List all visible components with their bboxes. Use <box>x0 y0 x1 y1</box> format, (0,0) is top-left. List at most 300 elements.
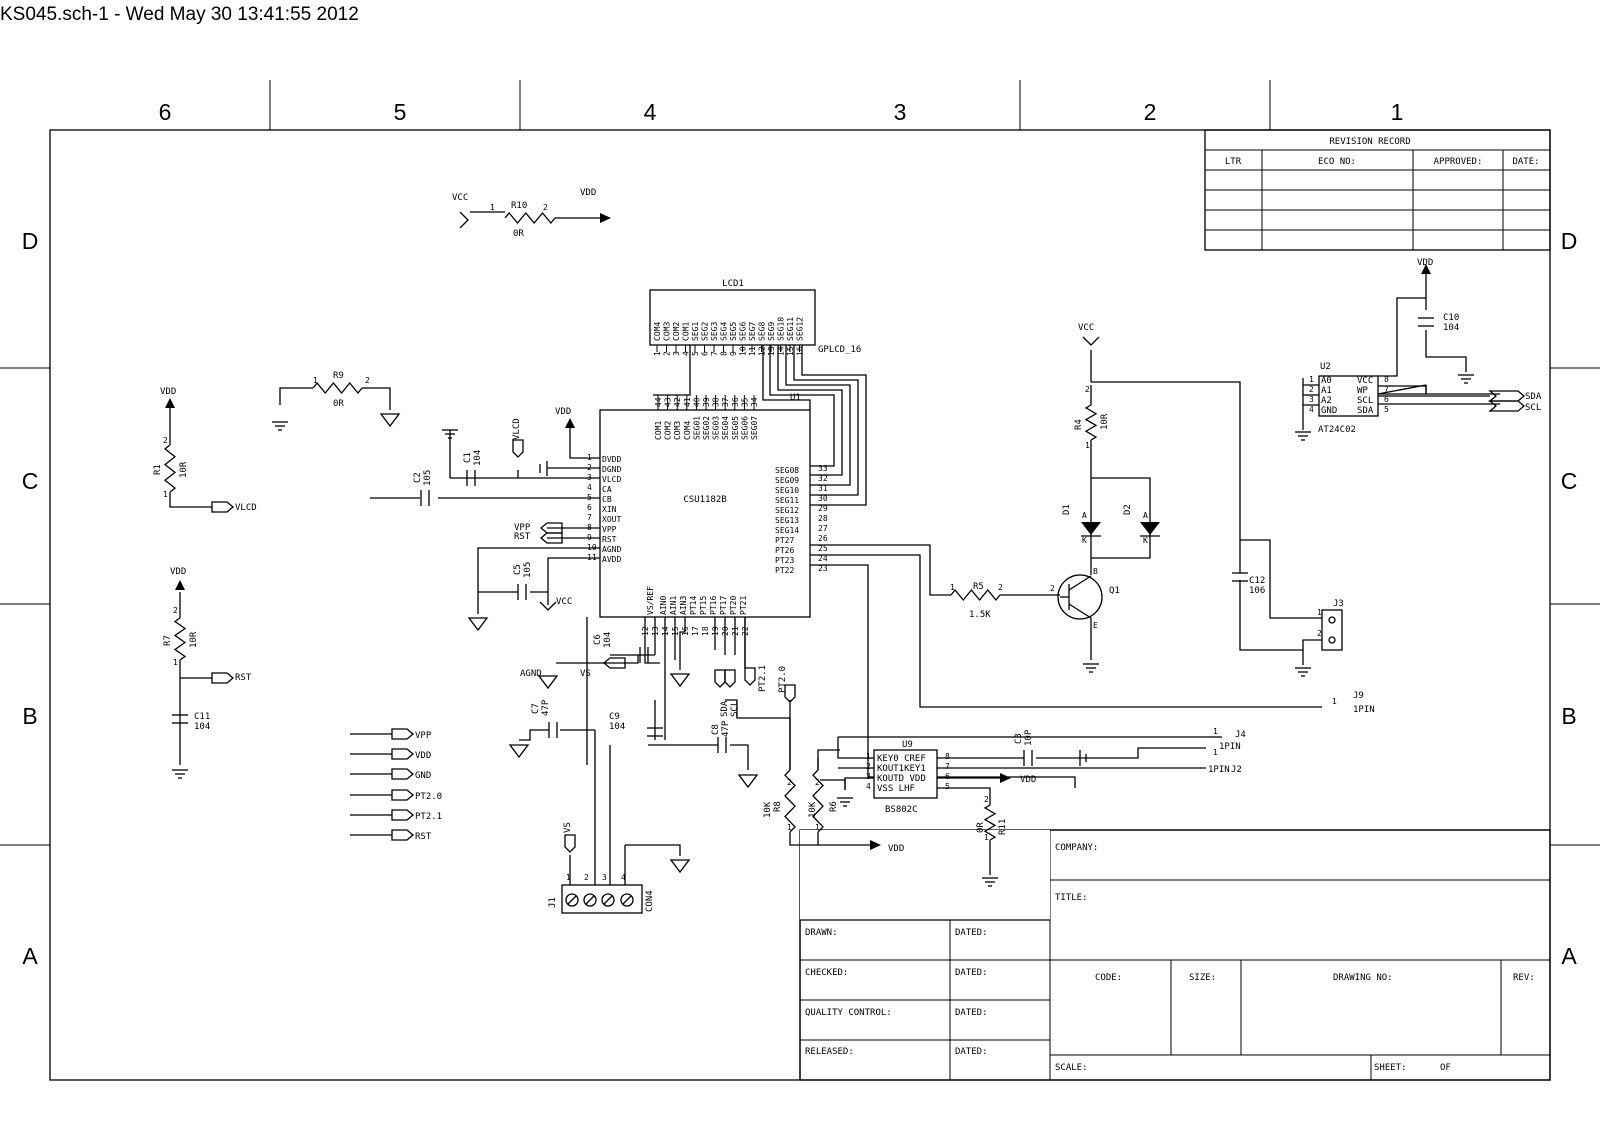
pin-number: 2 <box>984 795 989 804</box>
net-tag-icon <box>392 830 413 840</box>
lcd1-pin-number: 2 <box>662 351 672 356</box>
pin-number: B <box>1093 567 1098 576</box>
u1-top-pin-number: 34 <box>750 397 759 407</box>
pin-number: 1 <box>815 823 820 832</box>
d1-ref: D1 <box>1062 504 1072 515</box>
u1-bottom-pin-number: 21 <box>731 626 740 636</box>
vs-net-label: VS <box>580 669 591 679</box>
u9-bs802c <box>866 740 950 815</box>
j9-ref: J9 <box>1353 691 1364 701</box>
u2-right-pin-number: 8 <box>1384 375 1389 384</box>
u2-right-pin-number: 7 <box>1384 385 1389 394</box>
u1-left-pin-number: 1 <box>587 453 592 462</box>
lcd1-pin-label: COM2 <box>672 321 681 341</box>
u1-left-pin-number: 6 <box>587 503 592 512</box>
u2-left-pin-number: 2 <box>1309 385 1314 394</box>
r10-vdd-label: VDD <box>580 188 597 198</box>
u2-at24c02 <box>1309 362 1389 435</box>
test-point-gnd: GND <box>415 771 432 781</box>
u1-right-pin-label: SEG13 <box>775 516 800 525</box>
pin-number: 1 <box>163 490 168 499</box>
scl-net-label: SCL <box>730 700 740 717</box>
sheet-of-label: OF <box>1440 1063 1451 1073</box>
lcd1-pin-number: 7 <box>710 351 719 356</box>
test-point-pt21: PT2.1 <box>415 812 443 822</box>
net-tag-icon <box>725 670 735 687</box>
u2-left-pin-label: A2 <box>1321 396 1332 406</box>
net-tag-icon <box>392 749 413 759</box>
u1-right-pin-number: 32 <box>818 474 828 483</box>
wires <box>170 212 1500 885</box>
u1-top-pin-label: SEG05 <box>730 415 740 440</box>
resistor-symbol <box>1086 405 1096 440</box>
u1-bottom-pin-number: 18 <box>701 626 710 636</box>
lcd1-pin-number: 9 <box>729 351 738 356</box>
c9-value: 104 <box>609 722 626 732</box>
size-label: SIZE: <box>1189 973 1217 983</box>
r6-value: 10K <box>808 801 818 818</box>
pin-number: 2 <box>543 203 548 212</box>
c6-ref: C6 <box>593 634 603 645</box>
pin-number: 2 <box>787 778 792 787</box>
vcc-icon <box>460 212 468 228</box>
revision-record-table <box>1205 130 1550 250</box>
u2-left-pin-number: 4 <box>1309 405 1314 414</box>
r10-value: 0R <box>513 229 524 239</box>
u1-left-pin-number: 2 <box>587 463 592 472</box>
u1-right-pin-label: SEG12 <box>775 506 800 515</box>
c7-ref: C7 <box>531 703 541 714</box>
pin-number: 1 <box>490 203 495 212</box>
u2-right-pin-label: WP <box>1357 386 1368 396</box>
pin-number: 1 <box>1213 727 1218 736</box>
u9-right-pin-number: 5 <box>945 782 950 791</box>
c12-value: 106 <box>1249 586 1266 596</box>
j1-ref: J1 <box>548 897 558 908</box>
checked-dated-label: DATED: <box>955 968 988 978</box>
u1-left-pin-number: 11 <box>587 553 597 562</box>
net-tag-icon <box>392 769 413 779</box>
u1-left-pin-label: AVDD <box>602 555 622 564</box>
u1-bottom-pin-label: PT15 <box>699 595 708 615</box>
r10-ref: R10 <box>511 201 528 211</box>
u1-top-pin-number: 35 <box>740 397 750 407</box>
title-label: TITLE: <box>1055 893 1088 903</box>
r7-ref: R7 <box>163 635 173 646</box>
u9-right-pin-number: 6 <box>945 772 950 781</box>
lcd1-pin-label: COM3 <box>662 321 672 341</box>
r1-ref: R1 <box>153 464 163 475</box>
u2-scl-net: SCL <box>1525 403 1542 413</box>
u1-ref: U1 <box>790 393 801 403</box>
c2-ref: C2 <box>413 472 423 483</box>
u1-top-pin-label: SEG04 <box>721 415 731 440</box>
u9-part: BS802C <box>885 805 918 815</box>
net-tag-sda-icon <box>1490 391 1524 401</box>
title-block <box>800 830 1550 1080</box>
u1-left-pin-label: XOUT <box>602 515 622 524</box>
r5-ref: R5 <box>973 582 984 592</box>
drawing-no-label: DRAWING NO: <box>1333 973 1393 983</box>
led-d1-icon <box>1081 522 1101 535</box>
lcd1-pin-label: SEG8 <box>757 321 767 341</box>
u1-left-pin-label: DVDD <box>602 455 622 464</box>
r4-ref: R4 <box>1074 419 1084 430</box>
resistor-symbol <box>505 213 555 223</box>
lcd1-pin-label: SEG12 <box>795 316 805 341</box>
lcd1-pin-label: SEG6 <box>738 321 748 341</box>
transistor-emitter <box>1069 604 1091 618</box>
pin-number: 4 <box>621 873 626 882</box>
ground-triangle-icon <box>739 775 757 787</box>
u1-top-pin-label: SEG01 <box>692 415 702 440</box>
pin-number: 1 <box>1332 697 1337 706</box>
connector-j1-screw-slot <box>568 896 576 904</box>
pin-number: 2 <box>584 873 589 882</box>
u1-right-pin-number: 27 <box>818 524 828 533</box>
u1-bottom-pin-number: 13 <box>651 626 660 636</box>
vcc-icon <box>1083 337 1099 345</box>
u1-left-pin-number: 9 <box>587 533 592 542</box>
u9-left-pin-number: 1 <box>866 752 871 761</box>
u2-right-pin-label: VCC <box>1357 376 1374 386</box>
pin-number: 1 <box>313 376 318 385</box>
d2-ref: D2 <box>1123 504 1133 515</box>
pin-number: 1 <box>984 833 989 842</box>
u9-right-pin-number: 8 <box>945 752 950 761</box>
zone-row-a-left: A <box>22 943 38 969</box>
u1-bottom-pin-number: 20 <box>721 626 730 636</box>
u1-left-pin-label: CB <box>602 495 612 504</box>
r7-vdd-label: VDD <box>170 567 187 577</box>
j9-value: 1PIN <box>1353 705 1375 715</box>
test-point-vdd: VDD <box>415 751 432 761</box>
r10-vcc-label: VCC <box>452 193 469 203</box>
released-dated-label: DATED: <box>955 1047 988 1057</box>
pin-number: 2 <box>998 583 1003 592</box>
scale-label: SCALE: <box>1055 1063 1088 1073</box>
zone-row-b-right: B <box>1561 703 1577 729</box>
net-tag-scl-icon <box>1490 401 1524 411</box>
r8-value: 10K <box>763 801 773 818</box>
led-d2-icon <box>1140 522 1160 535</box>
u2-left-pin-label: GND <box>1321 406 1338 416</box>
pin-number: 3 <box>602 873 607 882</box>
lcd1-pin-label: SEG3 <box>710 321 719 341</box>
j2-value: 1PIN <box>1208 765 1230 775</box>
u2-right-pin-label: SDA <box>1357 406 1374 416</box>
lcd1-pin-label: COM4 <box>653 321 662 341</box>
u1-part: CSU1182B <box>683 495 727 505</box>
u1-left-pin-label: VPP <box>602 525 617 534</box>
u1-right-pin-label: SEG08 <box>775 466 800 475</box>
pin-number: 1 <box>787 823 792 832</box>
u1-right-pin-label: SEG10 <box>775 486 800 495</box>
u2-ref: U2 <box>1320 362 1331 372</box>
u1-right-pin-label: PT23 <box>775 556 795 565</box>
pt21-net-label: PT2.1 <box>758 664 768 692</box>
u1-right-pin-label: PT22 <box>775 566 795 575</box>
net-tag-icon <box>212 673 233 683</box>
u1-bottom-pin-number: 12 <box>641 626 650 636</box>
u1-left-pin-number: 8 <box>587 523 592 532</box>
r1-vlcd-net: VLCD <box>235 503 257 513</box>
u2-left-pin-number: 1 <box>1309 375 1314 384</box>
zone-col-2: 2 <box>1143 99 1157 125</box>
lcd1-pin-label: SEG7 <box>748 321 757 341</box>
c3-ref: C3 <box>1014 733 1024 744</box>
pin-number: 1 <box>950 583 955 592</box>
u1-left-pin-number: 5 <box>587 493 592 502</box>
u2-left-pin-label: A0 <box>1321 376 1332 386</box>
q1-vcc-label: VCC <box>1078 323 1095 333</box>
pin-number: 2 <box>1085 385 1090 394</box>
u1-left-pin-label: XIN <box>602 505 617 514</box>
u2-left-pin-number: 3 <box>1309 395 1314 404</box>
u1-left-pin-label: CA <box>602 485 612 494</box>
c10-ref: C10 <box>1443 313 1460 323</box>
u1-right-pin-number: 30 <box>818 494 828 503</box>
c6-value: 104 <box>603 631 613 648</box>
connector-j3-icon <box>1322 610 1342 650</box>
lcd1-ref: LCD1 <box>722 279 744 289</box>
u1-left-pin-label: RST <box>602 535 617 544</box>
lcd1-pin-number: 12 <box>757 346 767 356</box>
revision-record-title: REVISION RECORD <box>1329 137 1411 147</box>
r9-value: 0R <box>333 399 344 409</box>
pin-number: 2 <box>163 436 168 445</box>
pt20-net-label: PT2.0 <box>778 665 788 693</box>
u9-pin-row-label: KEY0 CREF <box>877 754 926 764</box>
r8-vdd-label: VDD <box>888 844 905 854</box>
lcd1-part: GPLCD_16 <box>818 345 862 355</box>
power-arrow-icon <box>165 398 175 408</box>
resistor-symbol <box>313 383 362 393</box>
r7-rst-net: RST <box>235 673 252 683</box>
u1-csu1182b <box>587 393 828 636</box>
u1-top-pin-number: 40 <box>692 397 702 407</box>
u1-bottom-pin-number: 19 <box>711 626 720 636</box>
u1-left-pin-number: 4 <box>587 483 592 492</box>
u1-bottom-pin-label: AIN3 <box>679 595 688 615</box>
u1-top-pin-number: 44 <box>654 397 663 407</box>
j4-ref: J4 <box>1235 730 1246 740</box>
pin-number: 1 <box>1213 748 1218 757</box>
u2-right-pin-number: 5 <box>1384 405 1389 414</box>
u1-top-pin-number: 42 <box>673 397 683 407</box>
u1-left-pin-label: DGND <box>602 465 622 474</box>
lcd1-pin-label: COM1 <box>681 321 691 341</box>
u1-top-pin-number: 37 <box>721 397 731 407</box>
c5-value: 105 <box>523 561 533 578</box>
u1-bottom-pin-number: 15 <box>671 626 680 636</box>
u1-top-pin-label: COM1 <box>654 420 663 440</box>
r11-value: 0R <box>976 822 986 833</box>
lcd1-symbol <box>650 279 861 356</box>
pin-number: 2 <box>173 606 178 615</box>
connector-j3-pin <box>1329 637 1335 643</box>
lcd1-pin-number: 13 <box>767 346 776 356</box>
zone-row-c-left: C <box>21 468 39 494</box>
pin-number: 2 <box>1050 584 1055 593</box>
u1-left-pin-number: 7 <box>587 513 592 522</box>
lcd1-pin-number: 16 <box>795 346 805 356</box>
lcd1-pin-number: 10 <box>738 346 748 356</box>
r1-vdd-label: VDD <box>160 387 177 397</box>
j3-ref: J3 <box>1333 599 1344 609</box>
u1-top-pin-label: SEG07 <box>750 415 759 440</box>
r8-ref: R8 <box>773 801 783 812</box>
zone-col-1: 1 <box>1390 99 1404 125</box>
c10-vdd-label: VDD <box>1417 258 1434 268</box>
u1-vdd-label: VDD <box>555 407 572 417</box>
c10-value: 104 <box>1443 323 1460 333</box>
u1-top-pin-label: COM2 <box>663 420 673 440</box>
ground-triangle-icon <box>381 414 399 426</box>
j2-ref: J2 <box>1231 765 1242 775</box>
c8-value: 47P <box>721 720 731 737</box>
c5-vcc-label: VCC <box>556 597 573 607</box>
net-tag-icon <box>392 729 413 739</box>
u1-left-pin-label: AGND <box>602 545 622 554</box>
component-labels <box>153 188 1542 912</box>
c11-ref: C11 <box>194 712 211 722</box>
u2-right-pin-label: SCL <box>1357 396 1374 406</box>
lcd1-pin-number: 5 <box>691 351 700 356</box>
c1-value: 104 <box>473 449 483 466</box>
pin-number: 1 <box>566 873 571 882</box>
discrete-components <box>163 203 1524 913</box>
u1-left-pin-number: 10 <box>587 543 597 552</box>
ground-triangle-icon <box>510 745 528 757</box>
company-label: COMPANY: <box>1055 843 1099 853</box>
u1-top-pin-number: 38 <box>711 397 721 407</box>
pin-number: A <box>1143 511 1148 520</box>
qc-dated-label: DATED: <box>955 1008 988 1018</box>
u9-left-pin-number: 4 <box>866 782 871 791</box>
c12-ref: C12 <box>1249 576 1266 586</box>
rst-net-label: RST <box>514 532 531 542</box>
r7-value: 10R <box>189 631 199 648</box>
zone-row-a-right: A <box>1561 943 1577 969</box>
net-tag-icon <box>513 440 523 457</box>
c8-ref: C8 <box>711 724 721 735</box>
u1-top-pin-number: 43 <box>663 397 673 407</box>
u9-pin-row-label: KOUT1KEY1 <box>877 764 926 774</box>
net-tag-icon <box>392 790 413 800</box>
ground-triangle-icon <box>469 618 487 630</box>
u1-right-pin-label: SEG09 <box>775 476 800 485</box>
u1-right-pin-number: 26 <box>818 534 828 543</box>
test-points <box>415 731 442 842</box>
ground-triangle-icon <box>671 674 689 686</box>
sda-net-label: SDA <box>720 700 730 717</box>
u1-left-pin-label: VLCD <box>602 475 622 484</box>
agnd-net-label: AGND <box>520 669 542 679</box>
revision-col-date: DATE: <box>1512 157 1540 167</box>
c9-ref: C9 <box>609 712 620 722</box>
revision-col-ltr: LTR <box>1224 157 1242 167</box>
lcd1-pin-label: SEG10 <box>776 316 786 341</box>
u1-right-pin-label: SEG14 <box>775 526 800 535</box>
lcd1-pin-number: 1 <box>653 351 662 356</box>
connector-j1-screw-slot <box>604 896 612 904</box>
q1-ref: Q1 <box>1109 586 1120 596</box>
released-label: RELEASED: <box>805 1047 854 1057</box>
zone-row-d-right: D <box>1560 228 1578 254</box>
u9-left-pin-number: 3 <box>866 772 871 781</box>
u1-top-pin-label: SEG02 <box>702 415 711 440</box>
code-label: CODE: <box>1095 973 1123 983</box>
quality-control-label: QUALITY CONTROL: <box>805 1008 892 1018</box>
r11-ref: R11 <box>998 818 1008 835</box>
lcd1-pin-number: 8 <box>719 351 729 356</box>
c1-ref: C1 <box>463 452 473 463</box>
u2-right-pin-number: 6 <box>1384 395 1389 404</box>
u1-bottom-pin-label: AIN1 <box>669 595 678 615</box>
net-tag-icon <box>565 835 575 852</box>
u1-bottom-pin-number: 22 <box>741 626 750 636</box>
pin-number: K <box>1143 536 1148 545</box>
zone-col-5: 5 <box>393 99 407 125</box>
pin-number: 2 <box>365 376 370 385</box>
u9-pin-row-label: KOUTD VDD <box>877 774 926 784</box>
pin-number: 2 <box>815 778 820 787</box>
test-point-rst: RST <box>415 832 432 842</box>
zone-col-4: 4 <box>643 99 657 125</box>
u1-top-pin-label: SEG06 <box>740 415 750 440</box>
u1-left-pin-number: 3 <box>587 473 592 482</box>
zone-row-d-left: D <box>21 228 39 254</box>
revision-col-approved: APPROVED: <box>1433 157 1483 167</box>
lcd1-pin-label: SEG2 <box>700 321 710 341</box>
net-tag-icon <box>715 670 725 687</box>
u9-pin-row-label: VSS LHF <box>877 784 915 794</box>
c11-value: 104 <box>194 722 211 732</box>
drawn-dated-label: DATED: <box>955 928 988 938</box>
lcd1-pin-label: SEG1 <box>691 321 700 341</box>
power-arrow-icon <box>1000 773 1011 783</box>
r4-value: 10R <box>1100 413 1110 430</box>
u1-vlcd-label: VLCD <box>512 418 522 440</box>
lcd1-pin-label: SEG4 <box>719 321 729 341</box>
u1-bottom-pin-label: PT21 <box>739 595 748 615</box>
u1-right-pin-number: 24 <box>818 554 828 563</box>
u1-right-pin-number: 25 <box>818 544 828 553</box>
u1-bottom-pin-label: PT17 <box>719 595 728 615</box>
c5-ref: C5 <box>513 564 523 575</box>
u1-right-pin-number: 28 <box>818 514 828 523</box>
zone-row-c-right: C <box>1560 468 1578 494</box>
connector-j1-screw-slot <box>623 896 631 904</box>
vpp-net-label: VPP <box>514 523 531 533</box>
u1-right-pin-label: PT27 <box>775 536 795 545</box>
net-tag-icon <box>212 502 233 512</box>
revision-col-eco: ECO NO: <box>1318 157 1356 167</box>
u1-bottom-pin-label: PT20 <box>729 595 738 615</box>
lcd1-pin-number: 11 <box>748 346 757 356</box>
u1-bottom-pin-label: PT16 <box>709 595 718 615</box>
pin-number: E <box>1093 621 1098 630</box>
u1-bottom-pin-number: 17 <box>691 626 700 636</box>
u1-bottom-pin-label: VS/REF <box>646 586 655 615</box>
u1-bottom-pin-number: 16 <box>681 626 690 636</box>
power-arrow-icon <box>600 213 611 223</box>
u1-top-pin-label: COM3 <box>673 420 683 440</box>
u1-top-pin-number: 36 <box>730 397 740 407</box>
lcd1-pin-number: 4 <box>681 351 691 356</box>
j4-value: 1PIN <box>1219 742 1241 752</box>
